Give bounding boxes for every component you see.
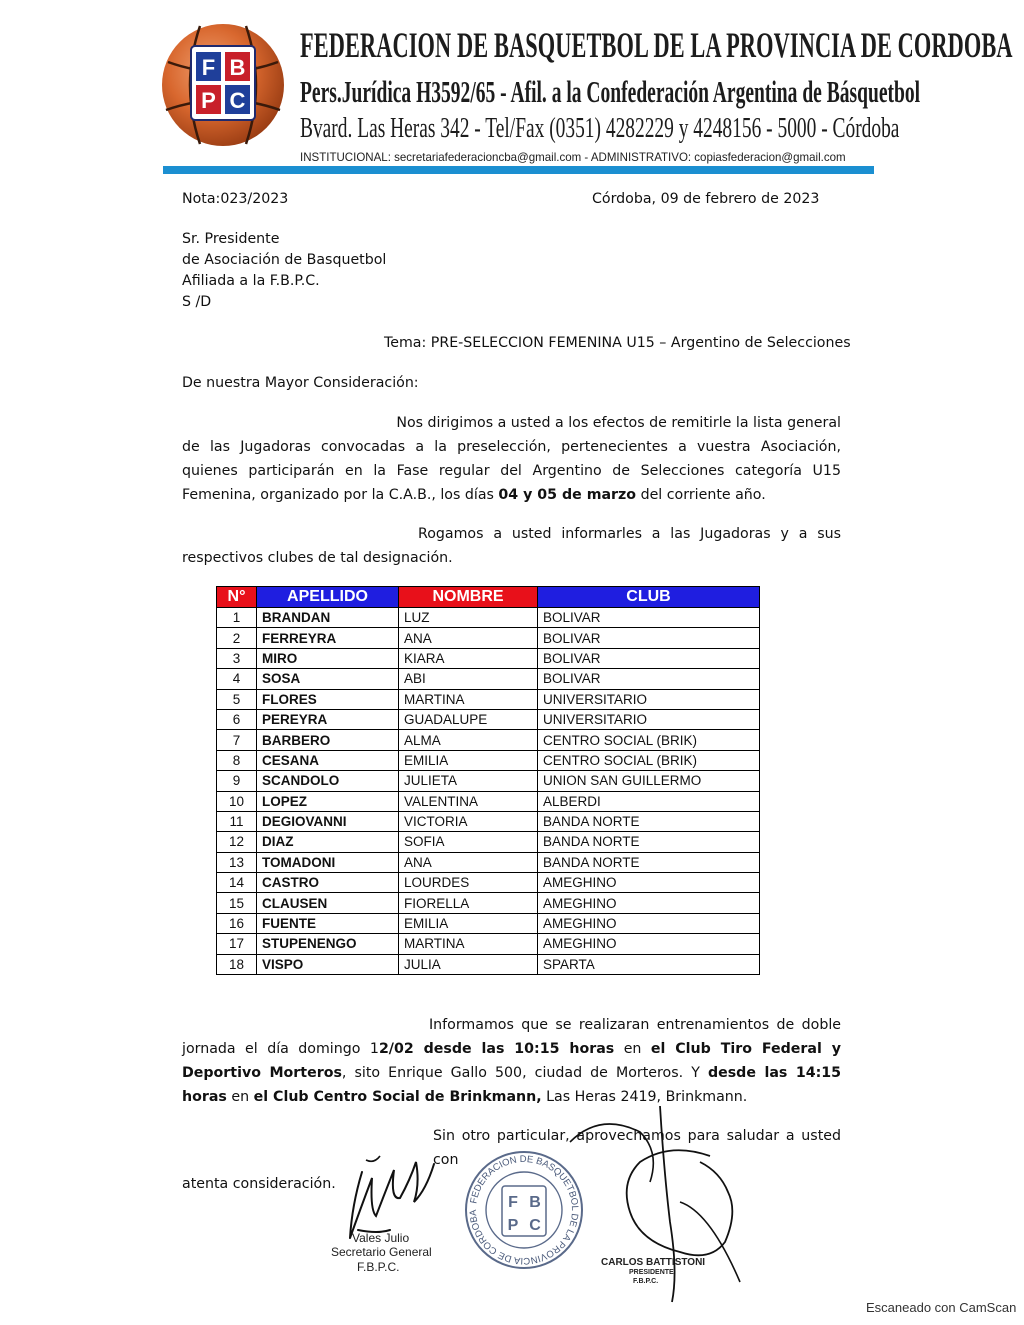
cell-nombre: SOFIA (399, 832, 538, 852)
logo-letter-p: P (201, 88, 216, 113)
cell-nombre: EMILIA (399, 913, 538, 933)
cell-nombre: VICTORIA (399, 811, 538, 831)
cell-apellido: BARBERO (257, 730, 399, 750)
table-row (217, 954, 760, 974)
table-row (217, 628, 760, 648)
cell-club: BOLIVAR (538, 608, 760, 628)
letterhead-subtitle: Pers.Jurídica H3592/65 - Afil. a la Confederación Argentina de Básquetbol (300, 74, 921, 109)
table-row (217, 730, 760, 750)
header-club: CLUB (538, 587, 760, 608)
table-row (217, 771, 760, 791)
cell-nombre: MARTINA (399, 934, 538, 954)
cell-number: 14 (217, 873, 257, 893)
cell-nombre: JULIETA (399, 771, 538, 791)
table-row (217, 913, 760, 933)
cell-apellido: SOSA (257, 669, 399, 689)
players-table (216, 586, 760, 975)
cell-club: ALBERDI (538, 791, 760, 811)
training-text-5: Las Heras 2419, Brinkmann. (541, 1089, 748, 1105)
cell-club: CENTRO SOCIAL (BRIK) (538, 750, 760, 770)
table-row (217, 934, 760, 954)
cell-nombre: ANA (399, 852, 538, 872)
cell-apellido: SCANDOLO (257, 771, 399, 791)
tournament-dates: 04 y 05 de marzo (498, 487, 637, 503)
cell-number: 13 (217, 852, 257, 872)
paragraph-request (182, 522, 841, 570)
logo-letter-c: C (229, 88, 246, 113)
cell-nombre: GUADALUPE (399, 709, 538, 729)
paragraph-convocation-body: de las Jugadoras convocadas a la preselección, pertenecientes a vuestra Asociación, quienes participarán en la Fase regular del Argentino de Selecciones categoría U15 Femenina, organizado por la C.A.B., los días (182, 439, 841, 503)
logo-letter-f: F (201, 55, 216, 80)
recipient-line-2: de Asociación de Basquetbol (182, 252, 387, 268)
cell-club: AMEGHINO (538, 893, 760, 913)
cell-apellido: FLORES (257, 689, 399, 709)
cell-apellido: CLAUSEN (257, 893, 399, 913)
seal-letter-p: P (507, 1217, 519, 1234)
cell-nombre: JULIA (399, 954, 538, 974)
cell-apellido: STUPENENGO (257, 934, 399, 954)
cell-club: AMEGHINO (538, 934, 760, 954)
letterhead-rule (163, 166, 874, 174)
cell-apellido: CESANA (257, 750, 399, 770)
table-row (217, 750, 760, 770)
cell-nombre: LOURDES (399, 873, 538, 893)
table-row (217, 832, 760, 852)
cell-number: 6 (217, 709, 257, 729)
cell-number: 1 (217, 608, 257, 628)
cell-apellido: LOPEZ (257, 791, 399, 811)
cell-number: 7 (217, 730, 257, 750)
cell-number: 16 (217, 913, 257, 933)
seal-letter-b: B (529, 1194, 541, 1211)
cell-club: BOLIVAR (538, 669, 760, 689)
logo-letter-b: B (229, 55, 246, 80)
president-title: PRESIDENTE (629, 1269, 674, 1276)
cell-number: 17 (217, 934, 257, 954)
letterhead-title: FEDERACION DE BASQUETBOL DE LA PROVINCIA DE CORDOBA (300, 25, 1013, 65)
training-text-2: en (614, 1041, 651, 1057)
cell-apellido: TOMADONI (257, 852, 399, 872)
seal-letter-c: C (529, 1217, 541, 1234)
cell-number: 3 (217, 648, 257, 668)
training-text-4: en (226, 1089, 254, 1105)
training-bold-4: el Club Centro Social de Brinkmann, (253, 1089, 542, 1105)
table-row (217, 689, 760, 709)
cell-nombre: LUZ (399, 608, 538, 628)
header-number: N° (217, 587, 257, 608)
secretary-title: Secretario General (331, 1245, 432, 1259)
secretary-org: F.B.P.C. (357, 1260, 400, 1274)
cell-number: 15 (217, 893, 257, 913)
cell-nombre: ALMA (399, 730, 538, 750)
header-apellido: APELLIDO (257, 587, 399, 608)
table-row (217, 811, 760, 831)
president-org: F.B.P.C. (633, 1278, 659, 1285)
cell-nombre: FIORELLA (399, 893, 538, 913)
cell-apellido: MIRO (257, 648, 399, 668)
training-text-3: , sito Enrique Gallo 500, ciudad de Morteros. Y (341, 1065, 708, 1081)
seal-text: FEDERACION DE BASQUETBOL DE LA PROVINCIA DE CORDOBA (467, 1153, 581, 1267)
scan-watermark: Escaneado con CamScan (866, 1300, 1017, 1315)
cell-club: UNIVERSITARIO (538, 709, 760, 729)
paragraph-convocation-first-line: Nos dirigimos a usted a los efectos de remitirle la lista general (396, 415, 841, 431)
fbpc-logo (160, 22, 286, 148)
cell-nombre: ABI (399, 669, 538, 689)
cell-club: BOLIVAR (538, 628, 760, 648)
seal-letter-f: F (508, 1194, 518, 1211)
recipient-line-1: Sr. Presidente (182, 231, 280, 247)
cell-nombre: KIARA (399, 648, 538, 668)
table-row (217, 852, 760, 872)
president-signature (560, 1102, 750, 1307)
paragraph-training (182, 1013, 841, 1109)
paragraph-convocation (182, 411, 841, 507)
cell-club: CENTRO SOCIAL (BRIK) (538, 730, 760, 750)
cell-number: 4 (217, 669, 257, 689)
header-nombre: NOMBRE (399, 587, 538, 608)
cell-apellido: PEREYRA (257, 709, 399, 729)
training-bold-3: desde las 14:15 horas (182, 1065, 842, 1105)
paragraph-convocation-end: del corriente año. (636, 487, 766, 503)
president-name: CARLOS BATTISTONI (601, 1257, 706, 1268)
secretary-name: Vales Julio (352, 1231, 410, 1245)
cell-apellido: FERREYRA (257, 628, 399, 648)
table-row (217, 608, 760, 628)
cell-nombre: VALENTINA (399, 791, 538, 811)
cell-number: 11 (217, 811, 257, 831)
cell-club: UNIVERSITARIO (538, 689, 760, 709)
table-row (217, 648, 760, 668)
table-row (217, 709, 760, 729)
cell-apellido: FUENTE (257, 913, 399, 933)
cell-club: BANDA NORTE (538, 832, 760, 852)
table-header-row (217, 587, 760, 608)
recipient-line-3: Afiliada a la F.B.P.C. (182, 273, 320, 289)
recipient-line-4: S /D (182, 294, 212, 310)
cell-club: SPARTA (538, 954, 760, 974)
cell-nombre: EMILIA (399, 750, 538, 770)
training-bold-1: 2/02 desde las 10:15 horas (378, 1041, 615, 1057)
table-row (217, 873, 760, 893)
note-date: Córdoba, 09 de febrero de 2023 (592, 191, 820, 207)
paragraph-request-rest: respectivos clubes de tal designación. (182, 550, 453, 566)
cell-apellido: BRANDAN (257, 608, 399, 628)
cell-nombre: MARTINA (399, 689, 538, 709)
cell-club: AMEGHINO (538, 873, 760, 893)
table-row (217, 791, 760, 811)
cell-apellido: VISPO (257, 954, 399, 974)
greeting: De nuestra Mayor Consideración: (182, 375, 419, 391)
cell-number: 10 (217, 791, 257, 811)
training-text-1: jornada el día domingo 1 (182, 1041, 379, 1057)
cell-number: 2 (217, 628, 257, 648)
cell-number: 8 (217, 750, 257, 770)
cell-number: 5 (217, 689, 257, 709)
table-row (217, 893, 760, 913)
letterhead-emails: INSTITUCIONAL: secretariafederacioncba@gmail.com - ADMINISTRATIVO: copiasfederacion@gmail.com (300, 150, 846, 164)
training-bold-2: el Club Tiro Federal y Deportivo Morteros (182, 1041, 841, 1081)
letterhead-address: Bvard. Las Heras 342 - Tel/Fax (0351) 4282229 y 4248156 - 5000 - Córdoba (300, 112, 900, 144)
subject: Tema: PRE-SELECCION FEMENINA U15 – Argentino de Selecciones (384, 335, 851, 351)
paragraph-closing-rest: atenta consideración. (182, 1176, 336, 1192)
cell-club: BANDA NORTE (538, 811, 760, 831)
cell-apellido: DEGIOVANNI (257, 811, 399, 831)
cell-apellido: DIAZ (257, 832, 399, 852)
table-row (217, 669, 760, 689)
cell-apellido: CASTRO (257, 873, 399, 893)
paragraph-request-first-line: Rogamos a usted informarles a las Jugadoras y a sus (418, 526, 841, 542)
cell-number: 12 (217, 832, 257, 852)
paragraph-closing-first-line: Sin otro particular, aprovechamos para saludar a usted con (433, 1128, 841, 1168)
cell-nombre: ANA (399, 628, 538, 648)
cell-club: BANDA NORTE (538, 852, 760, 872)
cell-club: UNION SAN GUILLERMO (538, 771, 760, 791)
cell-number: 9 (217, 771, 257, 791)
paragraph-training-first-line: Informamos que se realizaran entrenamientos de doble (429, 1017, 841, 1033)
note-number: Nota:023/2023 (182, 191, 289, 207)
cell-number: 18 (217, 954, 257, 974)
cell-club: AMEGHINO (538, 913, 760, 933)
cell-club: BOLIVAR (538, 648, 760, 668)
